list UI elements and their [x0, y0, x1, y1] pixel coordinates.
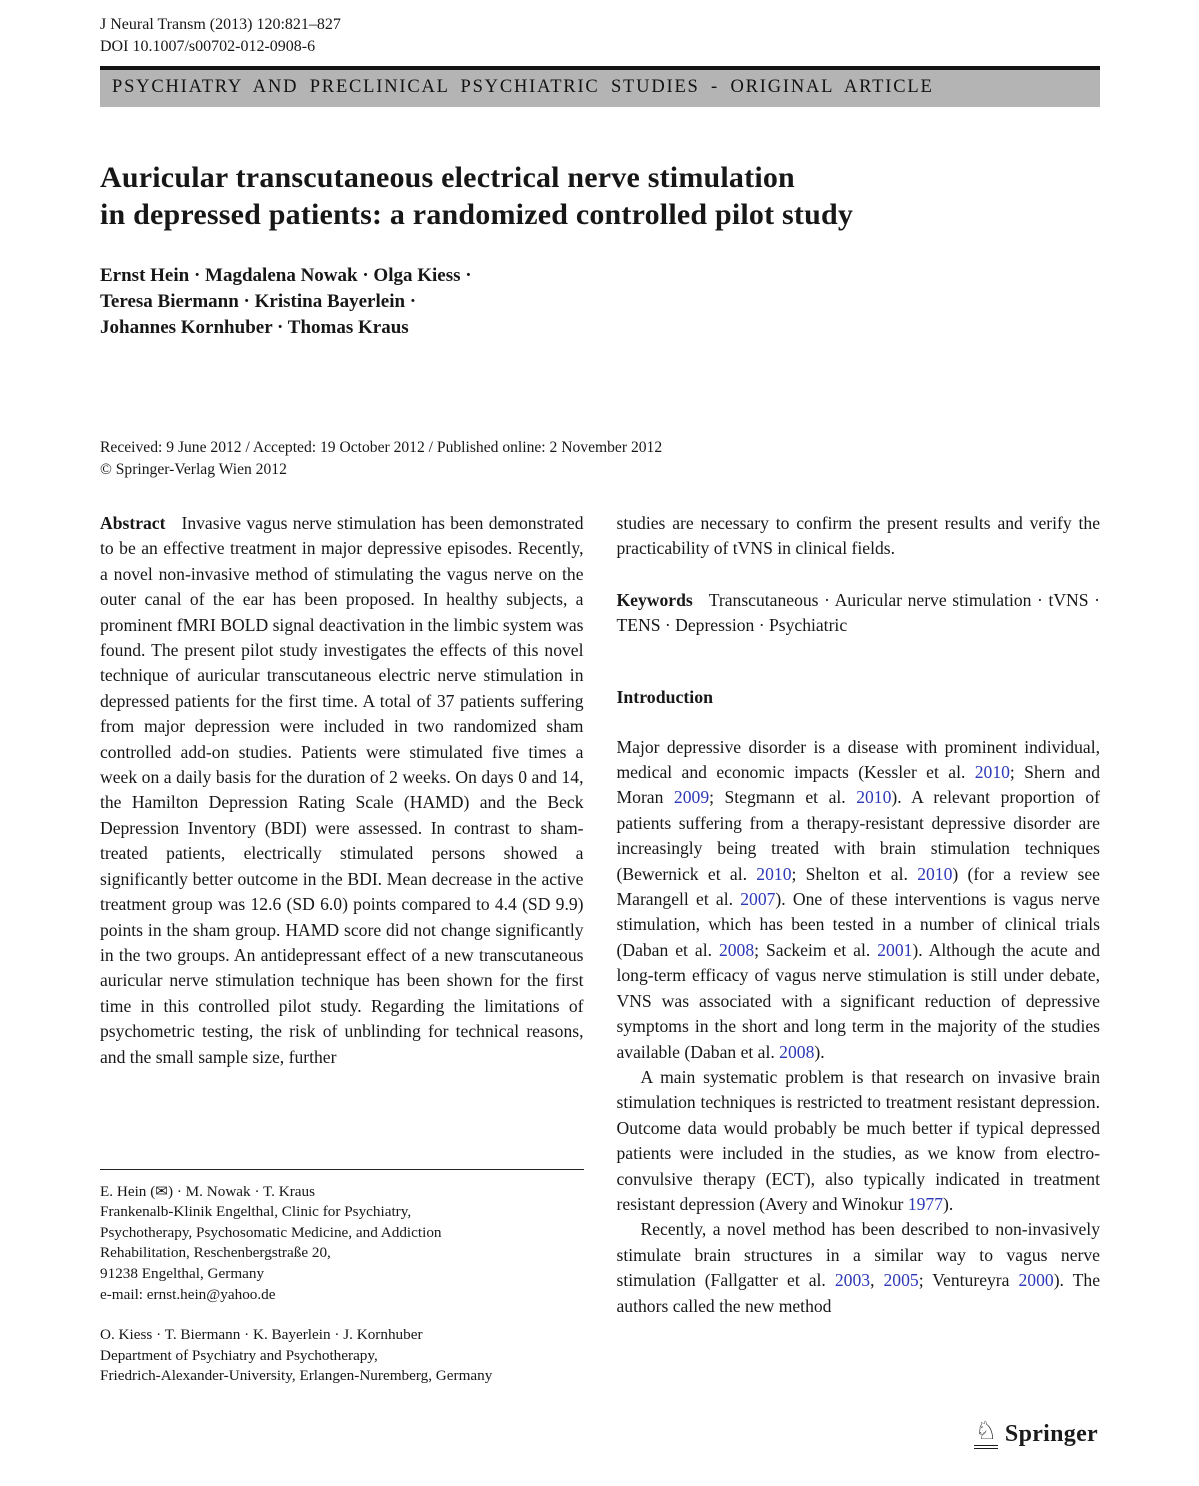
publisher-logo	[974, 1420, 1098, 1449]
affiliation-line: Rehabilitation, Reschenbergstraße 20,	[100, 1244, 331, 1262]
citation-link[interactable]: 2010	[917, 863, 953, 884]
abstract-continuation: studies are necessary to confirm the present results and verify the practicability of tVNS in clinical fields.	[616, 513, 1100, 559]
journal-reference: J Neural Transm (2013) 120:821–827	[100, 16, 341, 33]
affiliation-line: Psychotherapy, Psychosomatic Medicine, and Addiction	[100, 1223, 442, 1241]
text-run: Recently, a novel method has been described to non-invasively stimulate brain structures in a similar way to vagus nerve stimulation (Fallgatter et al.	[616, 1219, 1100, 1291]
introduction-heading: Introduction	[616, 686, 714, 707]
abstract-label: Abstract	[100, 513, 166, 533]
springer-knight-icon: ♘	[974, 1420, 998, 1449]
citation-link[interactable]: 2009	[673, 787, 710, 808]
citation-link[interactable]: 2008	[718, 939, 755, 960]
text-run: ; Ventureyra	[918, 1270, 1019, 1291]
citation-link[interactable]: 2010	[856, 787, 892, 808]
author-line: Ernst Hein · Magdalena Nowak · Olga Kiess ·	[100, 265, 472, 286]
text-run: A main systematic problem is that research on invasive brain stimulation techniques is restricted to treatment resistant depression. Outcome data would probably be much better if typical depressed patients were included in the studies, as we know from electro-convulsive therapy (ECT), also typically indicated in treatment resistant depression (Avery and Winokur	[616, 1066, 1100, 1214]
abstract-text: Invasive vagus nerve stimulation has been demonstrated to be an effective treatment in major depressive episodes. Recently, a novel non-invasive method of stimulating the vagus nerve on the outer canal of the ear has been proposed. In healthy subjects, a prominent fMRI BOLD signal deactivation in the limbic system was found. The present pilot study investigates the effects of this novel technique of auricular transcutaneous electric nerve stimulation in depressed patients for the first time. A total of 37 patients suffering from major depression were included in two randomized sham controlled add-on studies. Patients were stimulated five times a week on a daily basis for the duration of 2 weeks. On days 0 and 14, the Hamilton Depression Rating Scale (HAMD) and the Beck Depression Inventory (BDI) were assessed. In contrast to sham-treated patients, electrically stimulated persons showed a significantly better outcome in the BDI. Mean decrease in the active treatment group was 12.6 (SD 6.0) points compared to 4.4 (SD 9.9) points in the sham group. HAMD score did not change significantly in the two groups. An antidepressant effect of a new transcutaneous auricular nerve stimulation technique has been shown for the first time in this controlled pilot study. Regarding the limitations of psychometric testing, the risk of unblinding for technical reasons, and the small sample size, further	[100, 513, 584, 1067]
publication-history	[100, 437, 1100, 481]
citation-link[interactable]: 2010	[756, 863, 792, 884]
citation-link[interactable]: 2007	[740, 889, 776, 910]
affiliation-line: Friedrich-Alexander-University, Erlangen-Nuremberg, Germany	[100, 1367, 493, 1385]
affiliation-footnote	[100, 1169, 584, 1387]
doi: DOI 10.1007/s00702-012-0908-6	[100, 38, 316, 55]
two-column-body	[100, 511, 1100, 1387]
text-run: ; Shern and Moran	[616, 762, 1101, 808]
affiliation-authors: E. Hein (✉) · M. Nowak · T. Kraus	[100, 1182, 316, 1200]
text-run: ; Stegmann et al.	[709, 787, 857, 808]
publisher-name: Springer	[1004, 1421, 1098, 1447]
affiliation-line: Department of Psychiatry and Psychotherapy,	[100, 1346, 378, 1364]
text-run: ) (for a review see Marangell et al.	[616, 863, 1100, 910]
citation-link[interactable]: 2000	[1018, 1270, 1054, 1291]
author-line: Johannes Kornhuber · Thomas Kraus	[100, 317, 409, 338]
intro-paragraph	[617, 1065, 1101, 1217]
received-line: Received: 9 June 2012 / Accepted: 19 October 2012 / Published online: 2 November 2012	[100, 439, 663, 456]
email-line: e-mail: ernst.hein@yahoo.de	[100, 1285, 276, 1303]
text-run: ; Sackeim et al.	[754, 939, 878, 960]
right-column	[617, 511, 1101, 1387]
text-run: Major depressive disorder is a disease with prominent individual, medical and economic impacts (Kessler et al.	[616, 736, 1100, 783]
page-title	[100, 159, 1100, 233]
citation-link[interactable]: 2010	[974, 762, 1010, 783]
citation-link[interactable]: 2005	[883, 1270, 919, 1291]
section-banner: PSYCHIATRY AND PRECLINICAL PSYCHIATRIC STUDIES - ORIGINAL ARTICLE	[100, 66, 1100, 107]
text-run: ).	[814, 1041, 825, 1062]
title-line-1: Auricular transcutaneous electrical nerve stimulation	[100, 161, 795, 194]
text-run: ). The authors called the new method	[616, 1270, 1101, 1316]
affiliation-2	[100, 1325, 584, 1387]
citation-link[interactable]: 2003	[834, 1270, 871, 1291]
intro-paragraph	[617, 735, 1101, 1065]
author-list	[100, 263, 1100, 341]
copyright-line: © Springer-Verlag Wien 2012	[100, 461, 287, 478]
text-run: ). One of these interventions is vagus nerve stimulation, which has been tested in a number of clinical trials (Daban et al.	[616, 889, 1100, 960]
text-run: ). Although the acute and long-term efficacy of vagus nerve stimulation is still under debate, VNS was associated with a significant reduction of depressive symptoms in the short and long term in the majority of the studies available (Daban et al.	[616, 939, 1101, 1062]
text-run: ). A relevant proportion of patients suffering from a therapy-resistant depressive disorder are increasingly being treated with brain stimulation techniques (Bewernick et al.	[616, 787, 1100, 884]
abstract	[100, 511, 584, 1070]
text-run: ).	[943, 1193, 954, 1214]
text-run: ,	[870, 1270, 884, 1291]
citation-link[interactable]: 2001	[877, 939, 913, 960]
citation-link[interactable]: 2008	[779, 1041, 815, 1062]
text-run: ; Shelton et al.	[791, 863, 918, 884]
intro-paragraph	[617, 1217, 1101, 1319]
keywords-label: Keywords	[616, 589, 693, 610]
affiliation-authors: O. Kiess · T. Biermann · K. Bayerlein · J. Kornhuber	[100, 1326, 423, 1344]
affiliation-line: Frankenalb-Klinik Engelthal, Clinic for Psychiatry,	[100, 1203, 412, 1221]
title-line-2: in depressed patients: a randomized controlled pilot study	[100, 198, 854, 231]
left-column	[100, 511, 584, 1387]
keywords-text: Transcutaneous · Auricular nerve stimulation · tVNS · TENS · Depression · Psychiatric	[616, 589, 1100, 636]
author-line: Teresa Biermann · Kristina Bayerlein ·	[100, 291, 417, 312]
affiliation-line: 91238 Engelthal, Germany	[100, 1265, 265, 1283]
affiliation-1	[100, 1182, 584, 1306]
keywords	[617, 588, 1101, 639]
citation-link[interactable]: 1977	[907, 1193, 943, 1214]
